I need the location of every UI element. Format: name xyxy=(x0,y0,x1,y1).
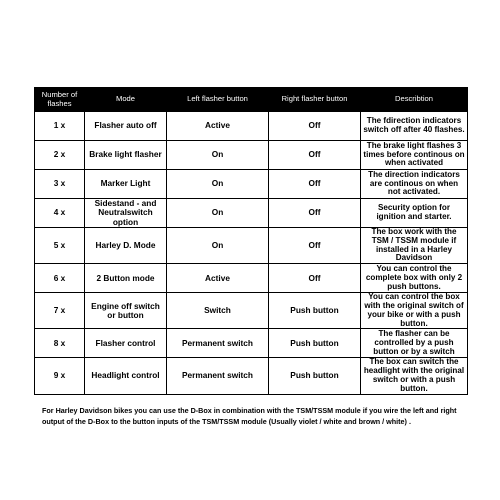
footnote-prefix: For xyxy=(42,406,56,416)
cell-flashes: 2 x xyxy=(35,141,85,170)
header-description: Describtion xyxy=(361,88,468,112)
table-row xyxy=(35,264,468,293)
flash-mode-table-container xyxy=(34,87,467,395)
cell-left-button: Permanent switch xyxy=(167,358,269,394)
cell-description: Security option for ignition and starter. xyxy=(361,199,468,228)
cell-description: The fdirection indicators switch off after 40 flashes. xyxy=(361,112,468,141)
cell-mode: Harley D. Mode xyxy=(85,228,167,264)
cell-mode: Headlight control xyxy=(85,358,167,394)
flash-mode-table xyxy=(34,87,468,395)
cell-description: The box work with the TSM / TSSM module if installed in a Harley Davidson xyxy=(361,228,468,264)
cell-description: You can control the box with the original switch of your bike or with a push button. xyxy=(361,293,468,329)
cell-flashes: 4 x xyxy=(35,199,85,228)
cell-mode: Marker Light xyxy=(85,170,167,199)
cell-left-button: Permanent switch xyxy=(167,329,269,358)
cell-left-button: Active xyxy=(167,264,269,293)
cell-right-button: Push button xyxy=(269,329,361,358)
footnote-brand: Harley Davidson bikes xyxy=(55,406,133,416)
cell-mode: Brake light flasher xyxy=(85,141,167,170)
cell-right-button: Off xyxy=(269,112,361,141)
cell-description: The direction indicators are continous on when not activated. xyxy=(361,170,468,199)
cell-flashes: 6 x xyxy=(35,264,85,293)
cell-right-button: Push button xyxy=(269,358,361,394)
table-row xyxy=(35,141,468,170)
cell-flashes: 9 x xyxy=(35,358,85,394)
cell-left-button: Active xyxy=(167,112,269,141)
table-row xyxy=(35,358,468,394)
cell-mode: Engine off switch or button xyxy=(85,293,167,329)
cell-mode: Flasher control xyxy=(85,329,167,358)
footnote-text: you can use the D-Box in combination with the TSM/TSSM module if you wire the left and right output of the D-Box to the button inputs of the TSM/TSSM module (Usually violet / white and brown / white) . xyxy=(42,406,457,427)
cell-right-button: Off xyxy=(269,199,361,228)
cell-right-button: Off xyxy=(269,228,361,264)
table-row xyxy=(35,228,468,264)
header-row xyxy=(35,88,468,112)
cell-right-button: Off xyxy=(269,264,361,293)
table-row xyxy=(35,329,468,358)
cell-description: The box can switch the headlight with the original switch or with a push button. xyxy=(361,358,468,394)
header-number-of-flashes: Number of flashes xyxy=(35,88,85,112)
table-row xyxy=(35,112,468,141)
cell-flashes: 5 x xyxy=(35,228,85,264)
cell-right-button: Off xyxy=(269,170,361,199)
cell-left-button: On xyxy=(167,170,269,199)
cell-left-button: Switch xyxy=(167,293,269,329)
cell-right-button: Push button xyxy=(269,293,361,329)
cell-mode: Sidestand - and Neutralswitch option xyxy=(85,199,167,228)
header-mode: Mode xyxy=(85,88,167,112)
header-right-flasher-button: Right flasher button xyxy=(269,88,361,112)
cell-flashes: 8 x xyxy=(35,329,85,358)
cell-left-button: On xyxy=(167,199,269,228)
cell-description: You can control the complete box with only 2 push buttons. xyxy=(361,264,468,293)
cell-right-button: Off xyxy=(269,141,361,170)
cell-description: The flasher can be controlled by a push button or by a switch xyxy=(361,329,468,358)
cell-flashes: 1 x xyxy=(35,112,85,141)
cell-mode: 2 Button mode xyxy=(85,264,167,293)
cell-description: The brake light flashes 3 times before continous on when activated xyxy=(361,141,468,170)
table-row xyxy=(35,199,468,228)
table-row xyxy=(35,170,468,199)
table-row xyxy=(35,293,468,329)
cell-flashes: 3 x xyxy=(35,170,85,199)
cell-flashes: 7 x xyxy=(35,293,85,329)
cell-left-button: On xyxy=(167,228,269,264)
cell-mode: Flasher auto off xyxy=(85,112,167,141)
cell-left-button: On xyxy=(167,141,269,170)
table-header xyxy=(35,88,468,112)
table-body xyxy=(35,112,468,395)
footnote xyxy=(42,405,472,427)
header-left-flasher-button: Left flasher button xyxy=(167,88,269,112)
